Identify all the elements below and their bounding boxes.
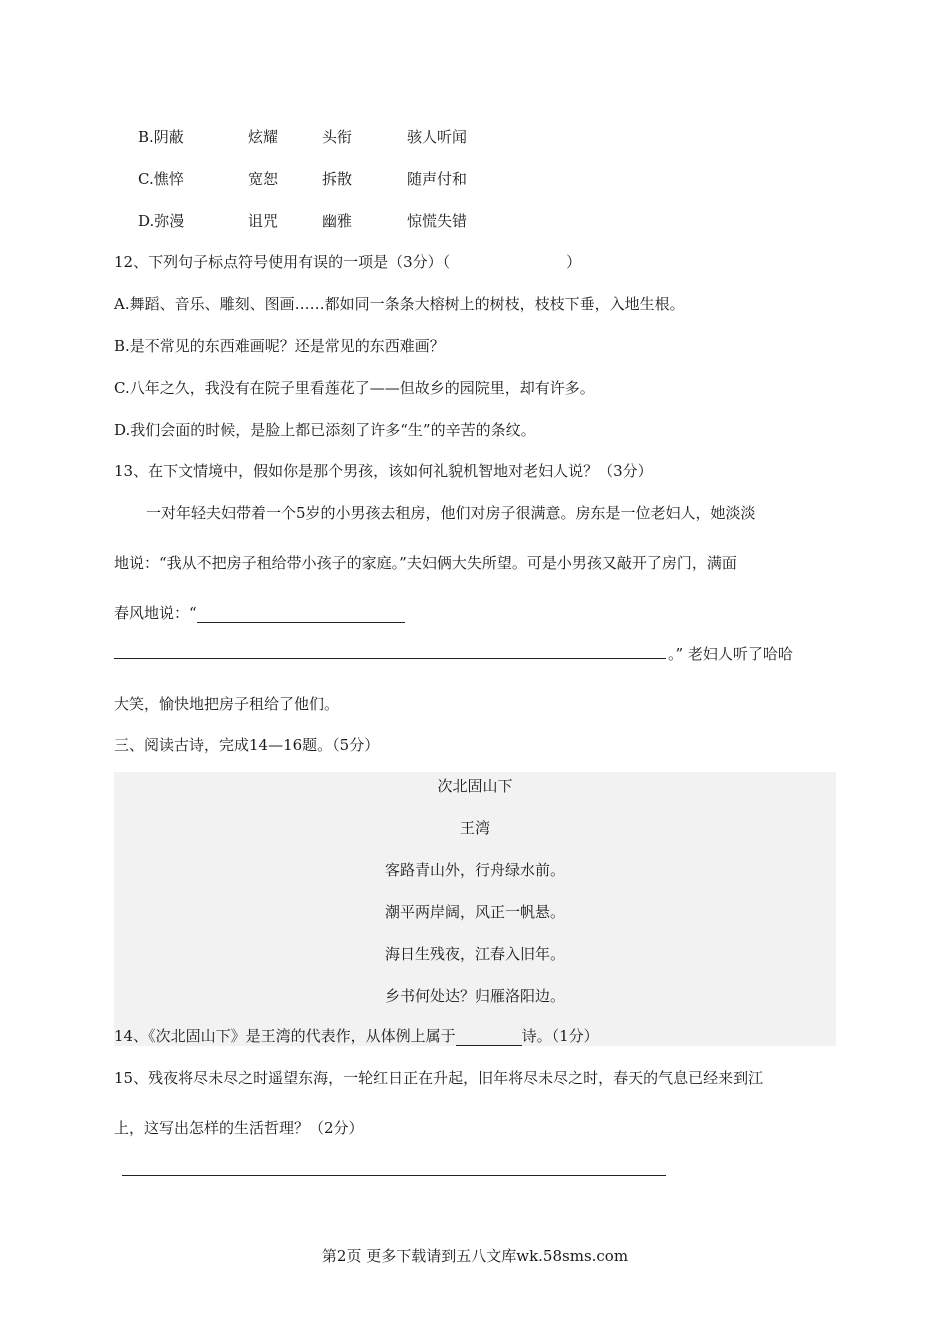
question-13-para-4-end: 。” 老妇人听了哈哈 — [668, 645, 793, 663]
question-15-line-1: 15、残夜将尽未尽之时遥望东海，一轮红日正在升起，旧年将尽未尽之时，春天的气息已经来到江 — [114, 1069, 764, 1087]
option-c-label: C.憔悴 — [138, 170, 184, 188]
question-12-stem — [114, 252, 581, 272]
question-13-stem: 13、在下文情境中，假如你是那个男孩，该如何礼貌机智地对老妇人说？（3分） — [114, 462, 653, 480]
question-12-close: ） — [566, 253, 582, 271]
question-12-option-a: A.舞蹈、音乐、雕刻、图画……都如同一条条大榕树上的树枝，枝枝下垂，入地生根。 — [114, 295, 685, 313]
option-d-label: D.弥漫 — [138, 212, 185, 230]
option-c-word-3: 拆散 — [322, 170, 353, 188]
poem-author: 王湾 — [459, 819, 490, 837]
answer-blank-13a[interactable] — [197, 606, 405, 623]
option-b-label: B.阴蔽 — [138, 128, 184, 146]
question-13-para-2: 地说：“我从不把房子租给带小孩子的家庭。”夫妇俩大失所望。可是小男孩又敲开了房门，满面 — [114, 554, 737, 572]
poem-line-4: 乡书何处达？归雁洛阳边。 — [384, 987, 565, 1005]
question-12-option-d: D.我们会面的时候，是脸上都已添刻了许多“生”的辛苦的条纹。 — [114, 421, 536, 439]
answer-blank-13b[interactable] — [114, 658, 666, 659]
option-d-word-4: 惊慌失错 — [407, 212, 468, 230]
poem-line-3: 海日生残夜，江春入旧年。 — [384, 945, 565, 963]
question-15-line-2: 上，这写出怎样的生活哲理？（2分） — [114, 1119, 364, 1137]
poem-line-1: 客路青山外，行舟绿水前。 — [384, 861, 565, 879]
option-b-word-4: 骇人听闻 — [407, 128, 468, 146]
question-12-option-b: B.是不常见的东西难画呢？还是常见的东西难画？ — [114, 337, 445, 355]
option-c-word-4: 随声付和 — [407, 170, 468, 188]
question-14 — [114, 1026, 599, 1046]
option-c-word-2: 宽恕 — [248, 170, 279, 188]
question-12-text: 12、下列句子标点符号使用有误的一项是（3分）（ — [114, 253, 451, 271]
question-13-para-3 — [114, 603, 405, 623]
question-14-text-end: 诗。（1分） — [521, 1027, 599, 1045]
poem-box — [114, 772, 836, 1046]
section-3-title: 三、阅读古诗，完成14—16题。（5分） — [114, 736, 380, 754]
option-d-word-2: 诅咒 — [248, 212, 279, 230]
page-footer: 第2页 更多下载请到五八文库wk.58sms.com — [321, 1247, 629, 1265]
poem-line-2: 潮平两岸阔，风正一帆悬。 — [384, 903, 565, 921]
answer-blank-15[interactable] — [122, 1175, 666, 1176]
option-b-word-2: 炫耀 — [248, 128, 279, 146]
question-13-para-5: 大笑，愉快地把房子租给了他们。 — [114, 695, 340, 713]
question-13-para-1: 一对年轻夫妇带着一个5岁的小男孩去租房，他们对房子很满意。房东是一位老妇人，她淡淡 — [146, 504, 756, 522]
poem-title: 次北固山下 — [437, 777, 513, 795]
question-14-text: 14、《次北固山下》是王湾的代表作，从体例上属于 — [114, 1027, 456, 1045]
option-b-word-3: 头衔 — [322, 128, 353, 146]
answer-blank-14[interactable] — [456, 1029, 522, 1046]
option-d-word-3: 幽雅 — [322, 212, 353, 230]
question-12-option-c: C.八年之久，我没有在院子里看莲花了——但故乡的园院里，却有许多。 — [114, 379, 595, 397]
question-13-para-3-text: 春风地说：“ — [114, 604, 197, 622]
